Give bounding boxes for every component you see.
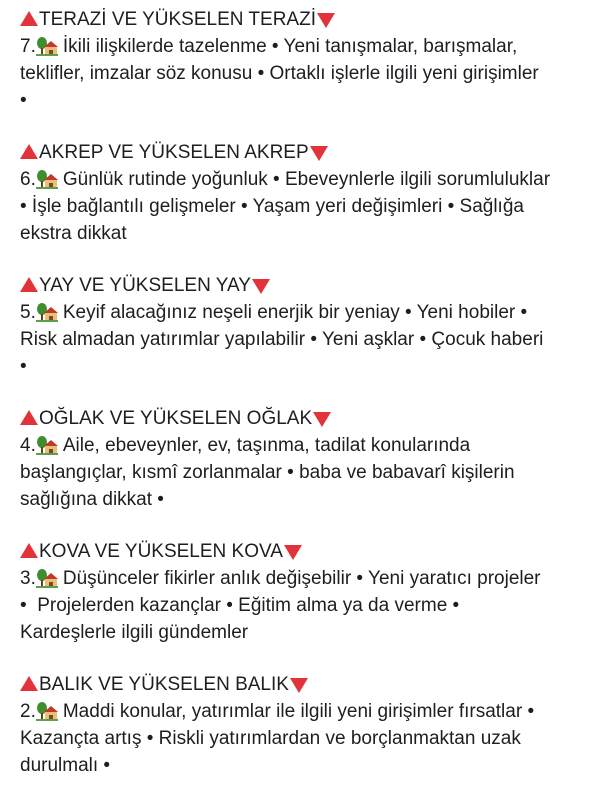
house-with-garden-icon [36,701,58,721]
entry-line [20,299,580,326]
house-number: 6. [20,169,36,190]
red-triangle-up-icon [20,543,38,558]
red-triangle-down-icon [310,146,328,161]
red-triangle-down-icon [313,412,331,427]
entry-line: ekstra dikkat [20,223,127,244]
entry-line: Risk almadan yatırımlar yapılabilir • Yeni aşklar • Çocuk haberi [20,329,544,350]
entry-line [20,166,580,193]
section-heading [20,139,580,166]
house-with-garden-icon [36,568,58,588]
heading-text: AKREP VE YÜKSELEN AKREP [39,142,309,163]
entry-line: • [20,356,27,377]
house-number: 5. [20,302,36,323]
heading-text: BALIK VE YÜKSELEN BALIK [39,674,289,695]
house-with-garden-icon [36,36,58,56]
house-number: 2. [20,701,36,722]
entry-line [20,698,580,725]
entry-line: teklifler, imzalar söz konusu • Ortaklı işlerle ilgili yeni girişimler [20,63,539,84]
entry-line: başlangıçlar, kısmî zorlanmalar • baba ve babavarî kişilerin [20,462,515,483]
red-triangle-down-icon [284,545,302,560]
section-heading [20,671,580,698]
red-triangle-up-icon [20,410,38,425]
red-triangle-down-icon [317,13,335,28]
red-triangle-down-icon [252,279,270,294]
entry-text: Günlük rutinde yoğunluk • Ebeveynlerle ilgili sorumluluklar [62,169,551,190]
horoscope-section [20,139,580,247]
entry-line: sağlığına dikkat • [20,489,164,510]
entry-line: Kardeşlerle ilgili gündemler [20,622,249,643]
entry-line: Kazançta artış • Riskli yatırımlardan ve borçlanmaktan uzak [20,728,521,749]
horoscope-section [20,671,580,779]
entry-text: Düşünceler fikirler anlık değişebilir • Yeni yaratıcı projeler [62,568,541,589]
horoscope-section [20,405,580,513]
entry-line [20,565,580,592]
red-triangle-up-icon [20,144,38,159]
entry-line [20,33,580,60]
house-with-garden-icon [36,302,58,322]
section-heading [20,405,580,432]
entry-line [20,432,580,459]
entry-text: Maddi konular, yatırımlar ile ilgili yeni girişimler fırsatlar • [62,701,535,722]
house-number: 3. [20,568,36,589]
section-heading [20,272,580,299]
house-number: 7. [20,36,36,57]
heading-text: TERAZİ VE YÜKSELEN TERAZİ [39,9,316,30]
red-triangle-up-icon [20,11,38,26]
entry-text: İkili ilişkilerde tazelenme • Yeni tanışmalar, barışmalar, [62,36,518,57]
red-triangle-up-icon [20,277,38,292]
heading-text: OĞLAK VE YÜKSELEN OĞLAK [39,408,313,429]
entry-line: • İşle bağlantılı gelişmeler • Yaşam yeri değişimleri • Sağlığa [20,196,524,217]
entry-text: Keyif alacağınız neşeli enerjik bir yeniay • Yeni hobiler • [62,302,528,323]
red-triangle-up-icon [20,676,38,691]
house-with-garden-icon [36,435,58,455]
section-heading [20,538,580,565]
entry-line: • [20,90,27,111]
red-triangle-down-icon [290,678,308,693]
horoscope-section [20,6,580,114]
house-with-garden-icon [36,169,58,189]
entry-line: • Projelerden kazançlar • Eğitim alma ya da verme • [20,595,460,616]
horoscope-section [20,538,580,646]
heading-text: YAY VE YÜKSELEN YAY [39,275,251,296]
section-heading [20,6,580,33]
entry-text: Aile, ebeveynler, ev, taşınma, tadilat konularında [62,435,471,456]
horoscope-section [20,272,580,380]
house-number: 4. [20,435,36,456]
entry-line: durulmalı • [20,755,111,776]
heading-text: KOVA VE YÜKSELEN KOVA [39,541,283,562]
